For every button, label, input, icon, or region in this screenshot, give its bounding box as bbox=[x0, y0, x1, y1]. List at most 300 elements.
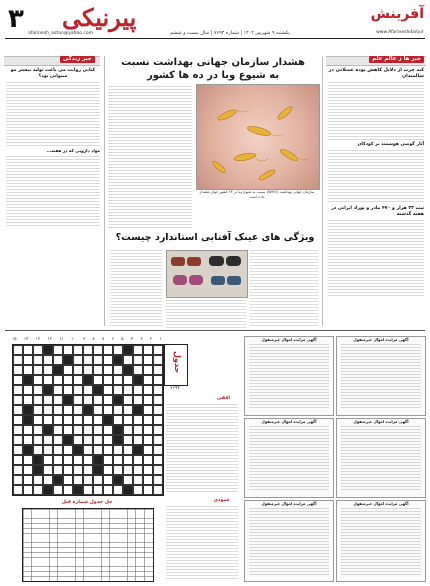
section-name: آفرینش bbox=[370, 6, 424, 22]
crossword-cell bbox=[13, 435, 23, 445]
crossword-cell bbox=[43, 345, 53, 355]
crossword-cell bbox=[33, 385, 43, 395]
crossword-cell bbox=[153, 375, 163, 385]
crossword-cell bbox=[33, 375, 43, 385]
crossword-cell bbox=[43, 365, 53, 375]
crossword-cell bbox=[23, 395, 33, 405]
column-divider bbox=[104, 56, 105, 326]
ad-title: آگهی مزایده اموال غیرمنقول bbox=[353, 337, 409, 342]
crossword-cell bbox=[43, 445, 53, 455]
crossword-cell bbox=[53, 465, 63, 475]
crossword-cell bbox=[93, 415, 103, 425]
ad-title: آگهی مزایده اموال غیرمنقول bbox=[261, 501, 317, 506]
crossword-cell bbox=[83, 395, 93, 405]
column-divider bbox=[322, 56, 323, 326]
crossword-cell bbox=[43, 415, 53, 425]
crossword-cell bbox=[53, 455, 63, 465]
crossword-cell bbox=[73, 465, 83, 475]
crossword-cell bbox=[93, 475, 103, 485]
crossword-cell bbox=[73, 345, 83, 355]
crossword-cell bbox=[33, 345, 43, 355]
masthead bbox=[0, 0, 430, 46]
right-section-tag: خبر ها ز عالم علم bbox=[369, 56, 424, 63]
page-number: ۳ bbox=[8, 4, 24, 34]
crossword-cell bbox=[103, 395, 113, 405]
crossword-cell bbox=[63, 425, 73, 435]
cw-num: ۳ bbox=[140, 336, 143, 341]
crossword-cell bbox=[103, 415, 113, 425]
crossword-cell bbox=[103, 455, 113, 465]
crossword-cell bbox=[143, 445, 153, 455]
crossword-cell bbox=[133, 405, 143, 415]
ad-text bbox=[249, 344, 329, 410]
crossword-cell bbox=[53, 375, 63, 385]
second-story-text-right bbox=[250, 250, 318, 328]
crossword-cell bbox=[153, 485, 163, 495]
crossword-cell bbox=[143, 425, 153, 435]
crossword-cell bbox=[33, 365, 43, 375]
cw-num: ۶ bbox=[111, 336, 114, 341]
crossword-cell bbox=[23, 365, 33, 375]
crossword-cell bbox=[63, 395, 73, 405]
crossword-cell bbox=[113, 405, 123, 415]
main-headline-line2: به شیوع وبا در ده ها کشور bbox=[146, 70, 280, 81]
logo: پیرنیکی bbox=[62, 3, 137, 32]
crossword-cell bbox=[143, 385, 153, 395]
cw-num: ۱۵ bbox=[12, 336, 17, 341]
crossword-cell bbox=[93, 375, 103, 385]
crossword-cell bbox=[33, 425, 43, 435]
crossword-cell bbox=[33, 415, 43, 425]
crossword-cell bbox=[103, 445, 113, 455]
crossword-cell bbox=[83, 475, 93, 485]
crossword-cell bbox=[153, 435, 163, 445]
crossword-cell bbox=[113, 445, 123, 455]
cw-num: ۸ bbox=[92, 336, 95, 341]
crossword-cell bbox=[113, 475, 123, 485]
crossword-cell bbox=[63, 345, 73, 355]
crossword-cell bbox=[113, 395, 123, 405]
second-headline: ویژگی های عینک آفتابی استاندارد چیست؟ bbox=[115, 232, 315, 243]
right-story1-title: کبد چرب از دلایل کاهش توده عضلانی در سالمندان bbox=[328, 68, 424, 79]
crossword-cell bbox=[63, 355, 73, 365]
crossword-cell bbox=[123, 485, 133, 495]
crossword-cell bbox=[153, 425, 163, 435]
site-url: www.Afarineshdaily.ir bbox=[376, 30, 424, 35]
crossword-cell bbox=[73, 455, 83, 465]
crossword-cell bbox=[143, 345, 153, 355]
ad-title: آگهی مزایده اموال غیرمنقول bbox=[261, 337, 317, 342]
crossword-cell bbox=[113, 415, 123, 425]
crossword-cell bbox=[113, 465, 123, 475]
cw-num: ۱ bbox=[159, 336, 162, 341]
crossword-cell bbox=[143, 395, 153, 405]
crossword-cell bbox=[13, 345, 23, 355]
crossword-cell bbox=[123, 425, 133, 435]
horizontal-clues-heading: افقی bbox=[216, 396, 230, 401]
cw-num: ۱۱ bbox=[59, 336, 64, 341]
crossword-cell bbox=[73, 435, 83, 445]
crossword-cell bbox=[13, 475, 23, 485]
crossword-cell bbox=[143, 375, 153, 385]
cw-num: ۹ bbox=[82, 336, 86, 341]
crossword-cell bbox=[73, 405, 83, 415]
crossword-cell bbox=[83, 435, 93, 445]
crossword-cell bbox=[93, 455, 103, 465]
sunglasses-illustration bbox=[167, 251, 247, 297]
crossword-cell bbox=[83, 425, 93, 435]
crossword-cell bbox=[73, 425, 83, 435]
crossword-cell bbox=[113, 375, 123, 385]
crossword-cell bbox=[93, 405, 103, 415]
crossword-cell bbox=[13, 445, 23, 455]
crossword-cell bbox=[133, 375, 143, 385]
crossword-cell bbox=[103, 435, 113, 445]
crossword-cell bbox=[93, 345, 103, 355]
crossword-cell bbox=[23, 385, 33, 395]
ad-text bbox=[249, 508, 329, 576]
crossword-cell bbox=[63, 455, 73, 465]
crossword-cell bbox=[33, 355, 43, 365]
crossword-cell bbox=[53, 395, 63, 405]
crossword-cell bbox=[53, 475, 63, 485]
crossword-cell bbox=[83, 375, 93, 385]
crossword-cell bbox=[143, 465, 153, 475]
crossword-cell bbox=[13, 375, 23, 385]
crossword-cell bbox=[153, 365, 163, 375]
crossword-cell bbox=[33, 485, 43, 495]
crossword-cell bbox=[93, 485, 103, 495]
crossword-cell bbox=[53, 415, 63, 425]
crossword-cell bbox=[93, 465, 103, 475]
crossword-cell bbox=[133, 365, 143, 375]
crossword-cell bbox=[83, 445, 93, 455]
crossword-cell bbox=[23, 445, 33, 455]
cw-num: ۷ bbox=[102, 336, 105, 341]
crossword-grid bbox=[12, 344, 164, 496]
crossword-cell bbox=[73, 365, 83, 375]
ad-text bbox=[249, 426, 329, 492]
solution-grid bbox=[22, 508, 154, 582]
crossword-cell bbox=[133, 485, 143, 495]
second-story-text-left bbox=[110, 250, 162, 328]
crossword-cell bbox=[13, 465, 23, 475]
ad-title: آگهی مزایده اموال غیرمنقول bbox=[261, 419, 317, 424]
crossword-cell bbox=[153, 345, 163, 355]
ad-box bbox=[336, 500, 426, 582]
crossword-cell bbox=[73, 355, 83, 365]
solution-title: حل جدول شماره قبل bbox=[61, 500, 113, 505]
crossword-cell bbox=[153, 475, 163, 485]
crossword-cell bbox=[13, 395, 23, 405]
crossword-cell bbox=[13, 425, 23, 435]
crossword-cell bbox=[103, 355, 113, 365]
right-story3-title: ثبت ۲۳ هزار و ۴۷۰ مادر و نوزاد ایرانی در هفته گذشته bbox=[331, 206, 424, 217]
cw-num: ۱۴ bbox=[23, 336, 29, 341]
crossword-cell bbox=[13, 415, 23, 425]
crossword-cell bbox=[153, 415, 163, 425]
crossword-cell bbox=[93, 365, 103, 375]
crossword-cell bbox=[93, 355, 103, 365]
crossword-cell bbox=[133, 435, 143, 445]
crossword-cell bbox=[33, 405, 43, 415]
ad-box bbox=[244, 418, 334, 498]
cw-num: ۱۰ bbox=[71, 336, 76, 341]
crossword-cell bbox=[143, 455, 153, 465]
crossword-cell bbox=[33, 455, 43, 465]
crossword-cell bbox=[63, 445, 73, 455]
crossword-cell bbox=[43, 375, 53, 385]
crossword-cell bbox=[63, 375, 73, 385]
crossword-cell bbox=[43, 475, 53, 485]
crossword-cell bbox=[53, 435, 63, 445]
crossword-cell bbox=[93, 445, 103, 455]
crossword-cell bbox=[143, 365, 153, 375]
crossword-cell bbox=[23, 375, 33, 385]
crossword-cell bbox=[23, 465, 33, 475]
crossword-cell bbox=[143, 415, 153, 425]
ad-title: آگهی مزایده اموال غیرمنقول bbox=[353, 419, 409, 424]
crossword-cell bbox=[13, 365, 23, 375]
crossword-cell bbox=[53, 355, 63, 365]
crossword-cell bbox=[133, 455, 143, 465]
crossword-cell bbox=[103, 375, 113, 385]
left-story2-title: مواد دارویی که در هفته... bbox=[46, 148, 100, 153]
crossword-cell bbox=[113, 345, 123, 355]
crossword-cell bbox=[123, 355, 133, 365]
crossword-cell bbox=[113, 355, 123, 365]
issue-line: یکشنبه ۹ شهریور ۱۴۰۲ | شماره ۷۶۹۴ | سال بیست و ششم bbox=[170, 31, 290, 36]
logo-email: afarinesh_ostan@yahoo.com bbox=[28, 31, 93, 36]
crossword-cell bbox=[83, 415, 93, 425]
crossword-cell bbox=[123, 475, 133, 485]
ad-text bbox=[341, 508, 421, 576]
crossword-cell bbox=[43, 405, 53, 415]
crossword-cell bbox=[103, 405, 113, 415]
crossword-cell bbox=[33, 475, 43, 485]
crossword-cell bbox=[123, 375, 133, 385]
crossword-cell bbox=[23, 425, 33, 435]
crossword-cell bbox=[103, 425, 113, 435]
crossword-cell bbox=[63, 465, 73, 475]
crossword-cell bbox=[133, 425, 143, 435]
cw-num: ۱۲ bbox=[47, 336, 52, 341]
crossword-cell bbox=[23, 475, 33, 485]
crossword-cell bbox=[153, 405, 163, 415]
cholera-bacteria-image bbox=[196, 84, 320, 190]
crossword-cell bbox=[83, 465, 93, 475]
crossword-cell bbox=[113, 385, 123, 395]
crossword-title-box bbox=[164, 344, 188, 386]
crossword-cell bbox=[43, 355, 53, 365]
crossword-cell bbox=[153, 455, 163, 465]
crossword-cell bbox=[123, 435, 133, 445]
crossword-cell bbox=[103, 485, 113, 495]
ad-text bbox=[341, 426, 421, 492]
crossword-cell bbox=[33, 395, 43, 405]
cw-num: ۱۳ bbox=[35, 336, 41, 341]
crossword-cell bbox=[143, 435, 153, 445]
second-story-text-below bbox=[166, 300, 246, 328]
main-headline-line1: هشدار سازمان جهانی بهداشت نسبت bbox=[121, 57, 305, 68]
masthead-rule bbox=[5, 38, 425, 39]
crossword-cell bbox=[153, 445, 163, 455]
ad-title: آگهی مزایده اموال غیرمنقول bbox=[353, 501, 409, 506]
crossword-cell bbox=[133, 395, 143, 405]
crossword-cell bbox=[103, 365, 113, 375]
crossword-cell bbox=[133, 385, 143, 395]
crossword-cell bbox=[53, 385, 63, 395]
crossword-cell bbox=[63, 385, 73, 395]
crossword-cell bbox=[33, 465, 43, 475]
crossword-cell bbox=[123, 455, 133, 465]
crossword-cell bbox=[123, 465, 133, 475]
ad-box bbox=[244, 500, 334, 582]
crossword-cell bbox=[73, 395, 83, 405]
crossword-column-numbers bbox=[12, 336, 162, 341]
crossword-cell bbox=[13, 355, 23, 365]
crossword-cell bbox=[73, 385, 83, 395]
crossword-cell bbox=[83, 345, 93, 355]
crossword-cell bbox=[123, 345, 133, 355]
vertical-clues bbox=[166, 506, 238, 580]
crossword-cell bbox=[23, 345, 33, 355]
crossword-cell bbox=[143, 485, 153, 495]
crossword-number: ۷۶۹۴ bbox=[170, 386, 180, 391]
sunglasses-image bbox=[166, 250, 248, 298]
main-image-caption: سازمان جهانی بهداشت (WHO) نسبت به شیوع وبا در ۲۴ کشور جهان هشدار داده است bbox=[199, 190, 315, 199]
crossword-cell bbox=[43, 465, 53, 475]
crossword-cell bbox=[143, 355, 153, 365]
crossword-cell bbox=[113, 455, 123, 465]
crossword-cell bbox=[133, 415, 143, 425]
crossword-cell bbox=[13, 405, 23, 415]
crossword-cell bbox=[13, 485, 23, 495]
crossword-cell bbox=[123, 395, 133, 405]
crossword-cell bbox=[93, 395, 103, 405]
crossword-cell bbox=[73, 485, 83, 495]
right-story2-title: آثار گوشی هوشمند بر کودکان bbox=[357, 142, 424, 147]
left-story1-title: کتابی روایت می باعث تولید بیشتر مو میتوانی بود؟ bbox=[10, 68, 96, 79]
crossword-cell bbox=[63, 485, 73, 495]
ad-box bbox=[244, 336, 334, 416]
crossword-cell bbox=[73, 375, 83, 385]
crossword-cell bbox=[43, 455, 53, 465]
crossword-cell bbox=[53, 485, 63, 495]
crossword-cell bbox=[123, 405, 133, 415]
crossword-cell bbox=[143, 475, 153, 485]
crossword-cell bbox=[93, 385, 103, 395]
crossword-cell bbox=[73, 445, 83, 455]
crossword-cell bbox=[73, 415, 83, 425]
crossword-cell bbox=[63, 365, 73, 375]
crossword-cell bbox=[123, 445, 133, 455]
cw-num: ۴ bbox=[130, 336, 134, 341]
crossword-cell bbox=[123, 365, 133, 375]
crossword-cell bbox=[63, 435, 73, 445]
crossword-cell bbox=[133, 345, 143, 355]
crossword-cell bbox=[43, 435, 53, 445]
crossword-cell bbox=[43, 485, 53, 495]
left-section-tag: خبر زندگی bbox=[60, 56, 95, 63]
crossword-title: جدول bbox=[173, 351, 182, 374]
crossword-cell bbox=[153, 385, 163, 395]
main-headline bbox=[108, 56, 318, 82]
crossword-cell bbox=[103, 475, 113, 485]
crossword-cell bbox=[43, 425, 53, 435]
right-story2-text bbox=[328, 150, 424, 204]
crossword-cell bbox=[63, 405, 73, 415]
crossword-cell bbox=[13, 385, 23, 395]
right-story3-text bbox=[328, 220, 424, 298]
crossword-cell bbox=[23, 435, 33, 445]
crossword-cell bbox=[133, 355, 143, 365]
ad-box bbox=[336, 336, 426, 416]
bacteria-illustration bbox=[197, 85, 319, 189]
crossword-cell bbox=[83, 405, 93, 415]
crossword-cell bbox=[123, 385, 133, 395]
crossword-cell bbox=[103, 345, 113, 355]
crossword-cell bbox=[23, 415, 33, 425]
crossword-cell bbox=[53, 405, 63, 415]
cw-num: ۵ bbox=[121, 336, 124, 341]
crossword-cell bbox=[33, 435, 43, 445]
crossword-cell bbox=[13, 455, 23, 465]
left-story3-text bbox=[108, 200, 192, 228]
crossword-cell bbox=[53, 345, 63, 355]
crossword-cell bbox=[43, 395, 53, 405]
crossword-cell bbox=[73, 475, 83, 485]
vertical-clues-heading: عمودی bbox=[213, 498, 230, 503]
crossword-cell bbox=[23, 405, 33, 415]
crossword-cell bbox=[153, 465, 163, 475]
crossword-cell bbox=[123, 415, 133, 425]
crossword-cell bbox=[113, 425, 123, 435]
crossword-cell bbox=[103, 465, 113, 475]
left-story1-text bbox=[6, 82, 100, 146]
crossword-cell bbox=[133, 465, 143, 475]
crossword-cell bbox=[103, 385, 113, 395]
left-story2-text bbox=[6, 156, 100, 226]
crossword-cell bbox=[53, 425, 63, 435]
right-story1-text bbox=[328, 82, 424, 140]
crossword-cell bbox=[23, 355, 33, 365]
crossword-cell bbox=[93, 435, 103, 445]
crossword-cell bbox=[63, 415, 73, 425]
crossword-cell bbox=[43, 385, 53, 395]
crossword-cell bbox=[53, 365, 63, 375]
crossword-cell bbox=[83, 485, 93, 495]
ad-box bbox=[336, 418, 426, 498]
crossword-cell bbox=[133, 445, 143, 455]
main-story-text bbox=[108, 86, 192, 198]
horizontal-clues bbox=[166, 404, 238, 494]
crossword-cell bbox=[33, 445, 43, 455]
crossword-cell bbox=[113, 485, 123, 495]
crossword-cell bbox=[83, 385, 93, 395]
cw-num: ۲ bbox=[150, 336, 153, 341]
crossword-cell bbox=[113, 365, 123, 375]
crossword-cell bbox=[83, 355, 93, 365]
crossword-cell bbox=[23, 455, 33, 465]
crossword-cell bbox=[153, 395, 163, 405]
crossword-cell bbox=[83, 365, 93, 375]
crossword-cell bbox=[93, 425, 103, 435]
crossword-cell bbox=[63, 475, 73, 485]
crossword-cell bbox=[113, 435, 123, 445]
horizontal-divider bbox=[5, 330, 425, 331]
crossword-cell bbox=[153, 355, 163, 365]
